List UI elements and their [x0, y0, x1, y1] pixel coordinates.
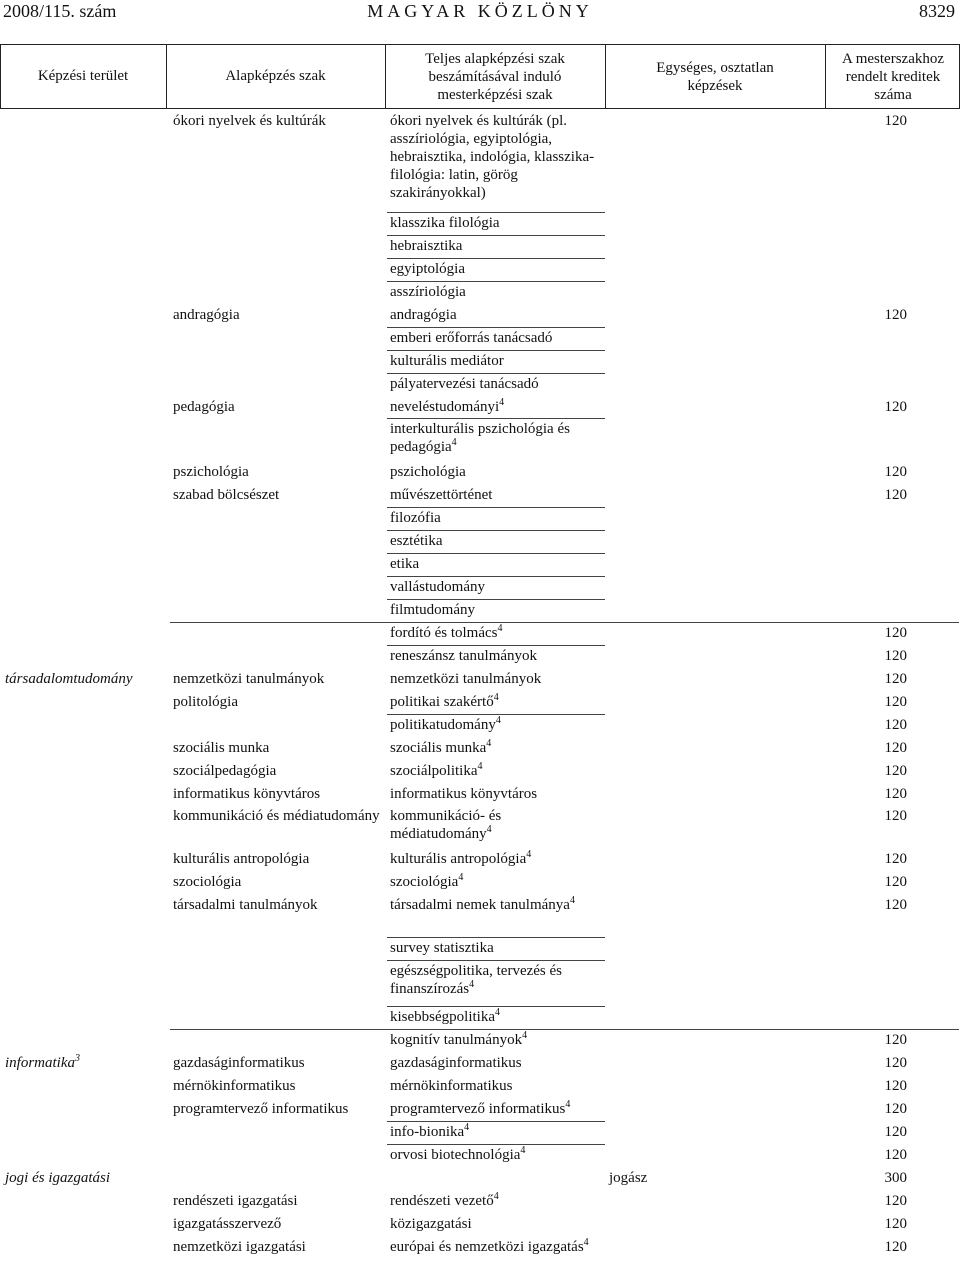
row-divider — [387, 937, 605, 938]
master-cell-text: társadalmi nemek tanulmánya — [390, 897, 570, 913]
bachelor-cell-text: gazdaságinformatikus — [173, 1055, 305, 1071]
master-cell — [390, 237, 602, 255]
master-cell — [390, 1215, 602, 1233]
master-cell — [390, 1054, 602, 1072]
credits-cell-text: 120 — [884, 851, 907, 867]
footnote-marker: 4 — [477, 761, 483, 772]
master-cell-text: mérnökinformatikus — [390, 1078, 513, 1094]
bachelor-cell-text: kommunikáció és médiatudomány — [173, 808, 380, 824]
master-cell — [390, 939, 602, 957]
credits-cell — [847, 1077, 907, 1095]
master-cell — [390, 112, 602, 202]
credits-cell-text: 120 — [884, 1032, 907, 1048]
bachelor-cell — [173, 873, 383, 891]
master-cell — [390, 785, 602, 803]
master-cell — [390, 214, 602, 232]
bachelor-cell — [173, 1054, 383, 1072]
master-cell-text: nemzetközi tanulmányok — [390, 671, 542, 687]
master-cell — [390, 670, 602, 688]
master-cell — [390, 1031, 602, 1049]
footnote-marker: 4 — [495, 1007, 500, 1018]
footnote-marker: 4 — [583, 1237, 589, 1248]
bachelor-cell — [173, 1077, 383, 1095]
credits-cell — [847, 112, 907, 130]
footnote-marker: 4 — [464, 1122, 470, 1133]
credits-cell-text: 120 — [884, 1193, 907, 1209]
footnote-marker: 4 — [458, 872, 464, 883]
master-cell-text: interkulturális pszichológia és pedagógia — [390, 421, 570, 455]
area-cell-text: társadalomtudomány — [5, 671, 133, 687]
master-cell — [390, 352, 602, 370]
master-cell-text: info-bionika — [390, 1124, 465, 1140]
credits-cell-text: 120 — [884, 625, 907, 641]
col-border — [605, 44, 606, 108]
col-border — [825, 44, 826, 108]
credits-cell-text: 120 — [884, 786, 907, 802]
bachelor-cell-text: pedagógia — [173, 399, 235, 415]
master-cell-text: vallástudomány — [390, 579, 485, 595]
row-divider — [170, 1029, 959, 1030]
master-cell-text: szociológia — [390, 874, 459, 890]
bachelor-cell-text: nemzetközi tanulmányok — [173, 671, 325, 687]
row-divider — [387, 212, 605, 213]
master-cell-text: művészettörténet — [390, 487, 493, 503]
bachelor-cell-text: kulturális antropológia — [173, 851, 310, 867]
credits-cell — [847, 785, 907, 803]
credits-cell — [847, 693, 907, 711]
master-cell-text: survey statisztika — [390, 940, 494, 956]
area-cell-text: jogi és igazgatási — [5, 1170, 111, 1186]
bachelor-cell — [173, 1238, 383, 1256]
master-cell-text: esztétika — [390, 533, 443, 549]
footnote-marker: 4 — [451, 437, 457, 448]
row-divider — [387, 1144, 605, 1145]
credits-cell — [847, 647, 907, 665]
master-cell — [390, 1008, 602, 1026]
master-cell — [390, 329, 602, 347]
bachelor-cell — [173, 785, 383, 803]
master-cell-text: kognitív tanulmányok — [390, 1032, 523, 1048]
credits-cell — [847, 1031, 907, 1049]
bachelor-cell — [173, 463, 383, 481]
bachelor-cell-text: rendészeti igazgatási — [173, 1193, 298, 1209]
bachelor-cell — [173, 1215, 383, 1233]
bachelor-cell — [173, 896, 383, 914]
master-cell-text: politikatudomány — [390, 717, 496, 733]
master-cell-text: rendészeti vezető — [390, 1193, 494, 1209]
master-cell — [390, 807, 602, 843]
credits-cell — [847, 624, 907, 642]
credits-cell-text: 120 — [884, 487, 907, 503]
bachelor-cell — [173, 486, 383, 504]
master-cell — [390, 260, 602, 278]
row-divider — [387, 281, 605, 282]
footnote-marker: 4 — [495, 715, 501, 726]
master-cell-text: kisebbségpolitika — [390, 1009, 495, 1025]
col-border — [605, 108, 606, 1274]
master-cell-text: gazdaságinformatikus — [390, 1055, 522, 1071]
credits-cell-text: 120 — [884, 1147, 907, 1163]
master-cell — [390, 420, 602, 456]
master-cell — [390, 532, 602, 550]
bachelor-cell-text: szociológia — [173, 874, 242, 890]
master-cell — [390, 601, 602, 619]
bachelor-cell — [173, 693, 383, 711]
master-cell-text: filmtudomány — [390, 602, 475, 618]
master-cell-text: orvosi biotechnológia — [390, 1147, 521, 1163]
master-cell — [390, 1238, 602, 1256]
credits-cell-text: 120 — [884, 648, 907, 664]
credits-cell — [847, 1123, 907, 1141]
master-cell — [390, 1100, 602, 1118]
col-header-area: Képzési terület — [37, 68, 129, 84]
credits-cell — [847, 739, 907, 757]
bachelor-cell — [173, 807, 383, 825]
master-cell — [390, 624, 602, 642]
credits-cell-text: 120 — [884, 897, 907, 913]
row-divider — [387, 530, 605, 531]
master-cell — [390, 283, 602, 301]
col-border — [385, 44, 386, 108]
master-cell — [390, 762, 602, 780]
credits-cell — [847, 873, 907, 891]
bachelor-cell-text: szociális munka — [173, 740, 270, 756]
bachelor-cell — [173, 306, 383, 324]
unified-cell-text: jogász — [609, 1170, 648, 1186]
credits-cell-text: 120 — [884, 1124, 907, 1140]
area-cell — [5, 1054, 165, 1072]
master-cell-text: reneszánsz tanulmányok — [390, 648, 538, 664]
footnote-marker: 4 — [493, 692, 499, 703]
master-cell-text: etika — [390, 556, 420, 572]
footnote-marker: 4 — [569, 895, 575, 906]
master-cell-text: kulturális antropológia — [390, 851, 527, 867]
area-cell — [5, 670, 165, 688]
bachelor-cell-text: szabad bölcsészet — [173, 487, 280, 503]
credits-cell-text: 120 — [884, 1055, 907, 1071]
row-divider — [387, 373, 605, 374]
row-divider — [387, 553, 605, 554]
master-cell-text: emberi erőforrás tanácsadó — [390, 330, 553, 346]
footnote-marker: 3 — [75, 1053, 80, 1064]
col-header-unified: Egységes, osztatlan képzések — [656, 60, 774, 94]
master-cell — [390, 873, 602, 891]
row-divider — [170, 622, 959, 623]
journal-title: MAGYAR KÖZLÖNY — [367, 1, 593, 21]
master-cell-text: neveléstudományi — [390, 399, 500, 415]
master-cell — [390, 1146, 602, 1164]
credits-cell — [847, 1238, 907, 1256]
footnote-marker: 4 — [469, 979, 475, 990]
footnote-marker: 4 — [565, 1099, 571, 1110]
footnote-marker: 4 — [526, 849, 532, 860]
row-divider — [387, 645, 605, 646]
master-cell-text: pszichológia — [390, 464, 466, 480]
credits-cell — [847, 807, 907, 825]
credits-cell — [847, 850, 907, 868]
bachelor-cell — [173, 739, 383, 757]
footnote-marker: 4 — [486, 824, 492, 835]
bachelor-cell-text: andragógia — [173, 307, 240, 323]
degree-table — [0, 44, 960, 1274]
credits-cell — [847, 463, 907, 481]
master-cell — [390, 486, 602, 504]
footnote-marker: 4 — [497, 623, 503, 634]
bachelor-cell — [173, 1192, 383, 1210]
bachelor-cell — [173, 670, 383, 688]
master-cell — [390, 1077, 602, 1095]
credits-cell — [847, 398, 907, 416]
master-cell-text: andragógia — [390, 307, 457, 323]
credits-cell-text: 120 — [884, 671, 907, 687]
footnote-marker: 4 — [493, 1191, 499, 1202]
master-cell — [390, 398, 602, 416]
bachelor-cell-text: társadalmi tanulmányok — [173, 897, 318, 913]
credits-cell — [847, 1192, 907, 1210]
footnote-marker: 4 — [520, 1145, 526, 1156]
row-divider — [387, 960, 605, 961]
credits-cell — [847, 1169, 907, 1187]
issue-number: 2008/115. szám — [3, 1, 117, 21]
credits-cell — [847, 670, 907, 688]
credits-cell — [847, 1146, 907, 1164]
master-cell-text: közigazgatási — [390, 1216, 472, 1232]
master-cell — [390, 962, 602, 998]
master-cell — [390, 555, 602, 573]
master-cell — [390, 509, 602, 527]
master-cell — [390, 850, 602, 868]
credits-cell-text: 120 — [884, 307, 907, 323]
unified-cell — [609, 1169, 819, 1187]
master-cell-text: egyiptológia — [390, 261, 465, 277]
credits-cell-text: 120 — [884, 1078, 907, 1094]
master-cell — [390, 1123, 602, 1141]
credits-cell — [847, 1054, 907, 1072]
bachelor-cell-text: politológia — [173, 694, 238, 710]
row-divider — [387, 350, 605, 351]
bachelor-cell-text: programtervező informatikus — [173, 1101, 349, 1117]
credits-cell-text: 120 — [884, 399, 907, 415]
credits-cell-text: 120 — [884, 717, 907, 733]
bachelor-cell — [173, 398, 383, 416]
master-cell-text: fordító és tolmács — [390, 625, 498, 641]
bachelor-cell — [173, 762, 383, 780]
master-cell-text: ókori nyelvek és kultúrák (pl. asszíriológia, egyiptológia, hebraisztika, indológia, klasszika-filológia: latin, görög szakirányokkal) — [390, 113, 595, 201]
bachelor-cell-text: ókori nyelvek és kultúrák — [173, 113, 326, 129]
col-border — [166, 108, 167, 1274]
col-border — [385, 108, 386, 1274]
master-cell-text: hebraisztika — [390, 238, 463, 254]
area-cell-text: informatika — [5, 1055, 75, 1071]
credits-cell-text: 120 — [884, 694, 907, 710]
master-cell-text: klasszika filológia — [390, 215, 500, 231]
col-header-credits: A mesterszakhoz rendelt kreditek száma — [841, 51, 945, 103]
master-cell-text: informatikus könyvtáros — [390, 786, 538, 802]
credits-cell-text: 120 — [884, 808, 907, 824]
credits-cell-text: 120 — [884, 1216, 907, 1232]
credits-cell-text: 120 — [884, 1239, 907, 1255]
master-cell-text: kulturális mediátor — [390, 353, 504, 369]
master-cell — [390, 647, 602, 665]
area-cell — [5, 1169, 165, 1187]
bachelor-cell — [173, 112, 383, 130]
credits-cell-text: 120 — [884, 763, 907, 779]
credits-cell — [847, 762, 907, 780]
master-cell — [390, 739, 602, 757]
page-number: 8329 — [919, 1, 955, 21]
master-cell-text: kommunikáció- és médiatudomány — [390, 808, 502, 842]
footnote-marker: 4 — [486, 738, 492, 749]
bachelor-cell-text: szociálpedagógia — [173, 763, 277, 779]
master-cell — [390, 896, 602, 914]
footnote-marker: 4 — [522, 1030, 528, 1041]
master-cell-text: szociálpolitika — [390, 763, 478, 779]
credits-cell — [847, 896, 907, 914]
row-divider — [387, 576, 605, 577]
row-divider — [387, 599, 605, 600]
credits-cell — [847, 306, 907, 324]
bachelor-cell-text: mérnökinformatikus — [173, 1078, 296, 1094]
master-cell — [390, 306, 602, 324]
page-header — [0, 0, 960, 22]
row-divider — [387, 327, 605, 328]
row-divider — [387, 1121, 605, 1122]
master-cell — [390, 375, 602, 393]
master-cell — [390, 1192, 602, 1210]
master-cell — [390, 463, 602, 481]
master-cell — [390, 693, 602, 711]
credits-cell-text: 120 — [884, 1101, 907, 1117]
master-cell-text: filozófia — [390, 510, 441, 526]
master-cell-text: programtervező informatikus — [390, 1101, 566, 1117]
row-divider — [387, 258, 605, 259]
col-header-master: Teljes alapképzési szak beszámításával induló mesterképzési szak — [425, 51, 565, 103]
credits-cell — [847, 1100, 907, 1118]
credits-cell-text: 120 — [884, 113, 907, 129]
master-cell-text: egészségpolitika, tervezés és finanszírozás — [390, 963, 563, 997]
credits-cell-text: 120 — [884, 464, 907, 480]
master-cell-text: politikai szakértő — [390, 694, 494, 710]
credits-cell — [847, 1215, 907, 1233]
bachelor-cell — [173, 850, 383, 868]
row-divider — [387, 235, 605, 236]
bachelor-cell-text: igazgatásszervező — [173, 1216, 282, 1232]
bachelor-cell — [173, 1100, 383, 1118]
row-divider — [387, 507, 605, 508]
row-divider — [387, 418, 605, 419]
table-top-border — [0, 44, 960, 45]
footnote-marker: 4 — [499, 397, 505, 408]
master-cell-text: európai és nemzetközi igazgatás — [390, 1239, 584, 1255]
credits-cell — [847, 716, 907, 734]
master-cell-text: pályatervezési tanácsadó — [390, 376, 539, 392]
master-cell — [390, 578, 602, 596]
master-cell — [390, 716, 602, 734]
credits-cell-text: 120 — [884, 740, 907, 756]
master-cell-text: asszíriológia — [390, 284, 466, 300]
credits-cell-text: 120 — [884, 874, 907, 890]
credits-cell — [847, 486, 907, 504]
bachelor-cell-text: informatikus könyvtáros — [173, 786, 321, 802]
bachelor-cell-text: nemzetközi igazgatási — [173, 1239, 306, 1255]
master-cell-text: szociális munka — [390, 740, 487, 756]
credits-cell-text: 300 — [884, 1170, 907, 1186]
header-bottom-border — [0, 108, 960, 109]
col-header-bachelor: Alapképzés szak — [225, 68, 326, 84]
bachelor-cell-text: pszichológia — [173, 464, 249, 480]
